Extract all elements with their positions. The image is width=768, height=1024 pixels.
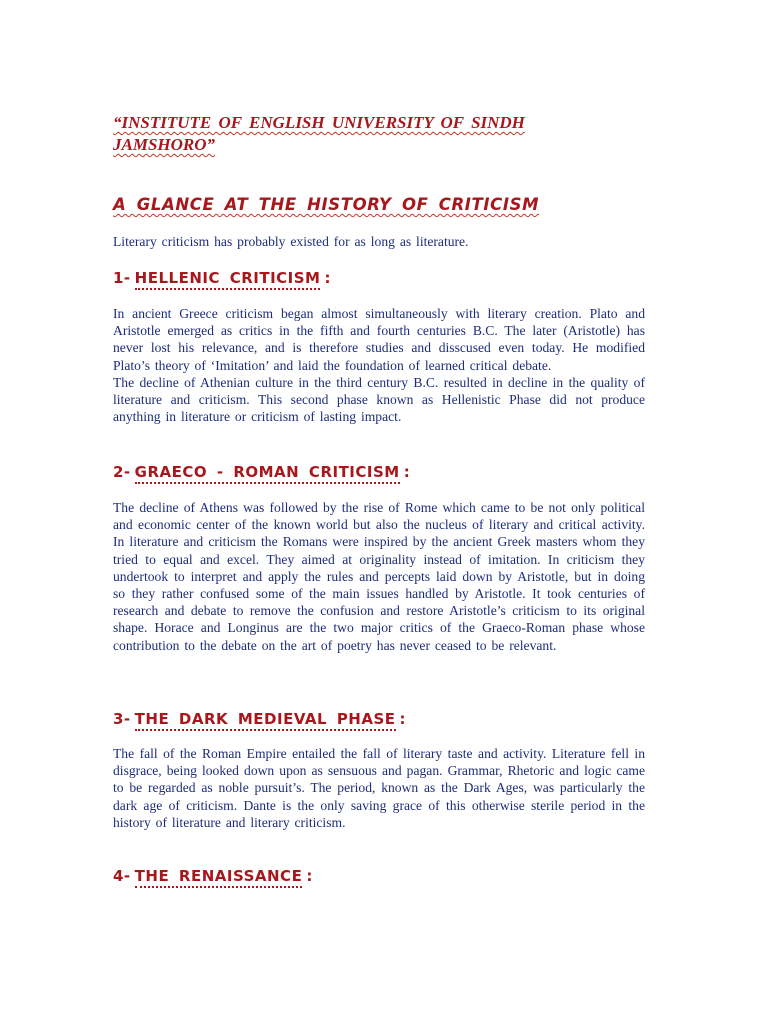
section-heading-text: GRAECO - ROMAN CRITICISM: [135, 463, 400, 484]
section-number: 2-: [113, 463, 131, 481]
section-body-hellenic: [113, 305, 645, 425]
section-colon: :: [399, 710, 407, 728]
paragraph: The fall of the Roman Empire entailed the fall of literary taste and activity. Literature fell in disgrace, being looked down upon as sensuous and pagan. Grammar, Rhetoric and logic came to be regarded as noble pursuit’s. The period, known as the Dark Ages, was particularly the dark age of criticism. Dante is the only saving grace of this otherwise sterile period in the history of literature and literary criticism.: [113, 746, 645, 830]
section-heading-text: THE DARK MEDIEVAL PHASE: [135, 710, 396, 731]
section-number: 1-: [113, 269, 131, 287]
section-colon: :: [324, 269, 331, 287]
section-number: 4-: [113, 867, 131, 885]
section-body-graeco-roman: [113, 499, 645, 654]
section-colon: :: [403, 463, 411, 481]
section-heading-text: HELLENIC CRITICISM: [135, 269, 321, 290]
section-heading-hellenic: [113, 268, 331, 288]
section-heading-graeco-roman: [113, 462, 410, 482]
intro-text: Literary criticism has probably existed for as long as literature.: [113, 234, 469, 249]
section-body-dark-medieval: [113, 745, 645, 831]
section-heading-dark-medieval: [113, 709, 406, 729]
section-colon: :: [306, 867, 313, 885]
paragraph: In ancient Greece criticism began almost simultaneously with literary creation. Plato and Aristotle emerged as critics in the fifth and fourth centuries B.C. The later (Aristotle) has never lost his relevance, and is therefore studies and disscused even today. He modified Plato’s theory of ‘Imitation’ and laid the foundation of learned critical debate.: [113, 306, 645, 373]
paragraph: The decline of Athenian culture in the third century B.C. resulted in decline in the quality of literature and criticism. This second phase known as Hellenistic Phase did not produce anything in literature or criticism of lasting impact.: [113, 374, 645, 425]
paragraph: The decline of Athens was followed by the rise of Rome which came to be not only political and economic center of the known world but also the nucleus of literary and critical activity. In literature and criticism the Romans were inspired by the ancient Greek masters whom they tried to equal and excel. They aimed at originality instead of imitation. In criticism they undertook to interpret and apply the rules and percepts laid down by Aristotle, but in doing so they rather confused some of the main issues handled by Aristotle. It took centuries of research and debate to remove the confusion and restore Aristotle’s criticism to its original shape. Horace and Longinus are the two major critics of the Graeco-Roman phase whose contribution to the debate on the art of poetry has never ceased to be relevant.: [113, 500, 645, 653]
section-heading-text: THE RENAISSANCE: [135, 867, 303, 888]
institute-title: “INSTITUTE OF ENGLISH UNIVERSITY OF SINDH JAMSHORO”: [113, 113, 525, 154]
section-heading-renaissance: [113, 866, 313, 886]
section-number: 3-: [113, 710, 131, 728]
document-title: A GLANCE AT THE HISTORY OF CRITICISM: [113, 195, 540, 214]
